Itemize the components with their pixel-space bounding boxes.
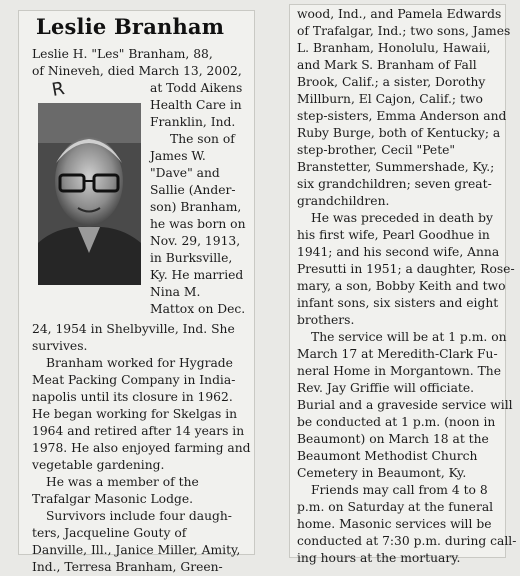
below-line: Meat Packing Company in India- xyxy=(32,373,236,387)
right-line: step-sisters, Emma Anderson and xyxy=(297,109,507,123)
beside-line: Nina M. xyxy=(150,285,201,299)
lede-line: Leslie H. "Les" Branham, 88, xyxy=(32,47,213,61)
beside-line: Ky. He married xyxy=(150,268,244,282)
beside-line: Health Care in xyxy=(150,98,242,112)
portrait-photo xyxy=(38,103,141,285)
beside-line: Sallie (Ander- xyxy=(150,183,236,197)
beside-line: The son of xyxy=(170,132,235,146)
right-line: Rev. Jay Griffie will officiate. xyxy=(297,381,475,395)
right-line: his first wife, Pearl Goodhue in xyxy=(297,228,490,242)
right-line: Branstetter, Summershade, Ky.; xyxy=(297,160,495,174)
right-line: The service will be at 1 p.m. on xyxy=(311,330,507,344)
right-line: Burial and a graveside service will xyxy=(297,398,513,412)
beside-line: at Todd Aikens xyxy=(150,81,243,95)
handwritten-mark: R xyxy=(50,78,67,101)
right-line: Ruby Burge, both of Kentucky; a xyxy=(297,126,501,140)
beside-line: "Dave" and xyxy=(150,166,220,180)
below-line: He was a member of the xyxy=(46,475,199,489)
below-line: 1964 and retired after 14 years in xyxy=(32,424,245,438)
right-line: conducted at 7:30 p.m. during call- xyxy=(297,534,517,548)
below-line: He began working for Skelgas in xyxy=(32,407,238,421)
right-line: home. Masonic services will be xyxy=(297,517,492,531)
right-line: be conducted at 1 p.m. (noon in xyxy=(297,415,496,429)
right-line: six grandchildren; seven great- xyxy=(297,177,492,191)
below-line: napolis until its closure in 1962. xyxy=(32,390,233,404)
right-line: Millburn, El Cajon, Calif.; two xyxy=(297,92,483,106)
beside-line: in Burksville, xyxy=(150,251,233,265)
below-line: Trafalgar Masonic Lodge. xyxy=(32,492,194,506)
right-line: Brook, Calif.; a sister, Dorothy xyxy=(297,75,486,89)
obituary-headline: Leslie Branham xyxy=(36,14,225,39)
right-line: step-brother, Cecil "Pete" xyxy=(297,143,456,157)
right-line: Presutti in 1951; a daughter, Rose- xyxy=(297,262,515,276)
below-line: 1978. He also enjoyed farming and xyxy=(32,441,251,455)
lede-text xyxy=(32,46,244,80)
text-below-photo xyxy=(32,321,251,576)
right-line: mary, a son, Bobby Keith and two xyxy=(297,279,506,293)
right-line: p.m. on Saturday at the funeral xyxy=(297,500,494,514)
right-line: brothers. xyxy=(297,313,355,327)
right-line: and Mark S. Branham of Fall xyxy=(297,58,477,72)
beside-line: he was born on xyxy=(150,217,246,231)
right-line: wood, Ind., and Pamela Edwards xyxy=(297,7,502,21)
beside-line: Nov. 29, 1913, xyxy=(150,234,241,248)
below-line: vegetable gardening. xyxy=(32,458,165,472)
right-line: neral Home in Morgantown. The xyxy=(297,364,501,378)
right-line: Friends may call from 4 to 8 xyxy=(311,483,488,497)
text-beside-photo xyxy=(150,80,244,318)
right-line: He was preceded in death by xyxy=(311,211,493,225)
below-line: ters, Jacqueline Gouty of xyxy=(32,526,187,540)
right-line: ing hours at the mortuary. xyxy=(297,551,461,565)
right-line: Beaumont) on March 18 at the xyxy=(297,432,489,446)
right-column-text xyxy=(297,6,517,567)
right-line: 1941; and his second wife, Anna xyxy=(297,245,500,259)
beside-line: Mattox on Dec. xyxy=(150,302,246,316)
right-line: infant sons, six sisters and eight xyxy=(297,296,499,310)
portrait-image xyxy=(38,103,141,285)
beside-line: James W. xyxy=(150,149,206,163)
below-line: 24, 1954 in Shelbyville, Ind. She xyxy=(32,322,235,336)
beside-line: Franklin, Ind. xyxy=(150,115,236,129)
below-line: survives. xyxy=(32,339,88,353)
right-line: L. Branham, Honolulu, Hawaii, xyxy=(297,41,491,55)
below-line: Branham worked for Hygrade xyxy=(46,356,233,370)
right-line: March 17 at Meredith-Clark Fu- xyxy=(297,347,498,361)
right-line: Cemetery in Beaumont, Ky. xyxy=(297,466,467,480)
right-line: of Trafalgar, Ind.; two sons, James xyxy=(297,24,511,38)
below-line: Ind., Terresa Branham, Green- xyxy=(32,560,223,574)
below-line: Survivors include four daugh- xyxy=(46,509,232,523)
below-line: Danville, Ill., Janice Miller, Amity, xyxy=(32,543,241,557)
right-line: Beaumont Methodist Church xyxy=(297,449,478,463)
lede-line: of Nineveh, died March 13, 2002, xyxy=(32,64,242,78)
beside-line: son) Branham, xyxy=(150,200,242,214)
right-line: grandchildren. xyxy=(297,194,390,208)
